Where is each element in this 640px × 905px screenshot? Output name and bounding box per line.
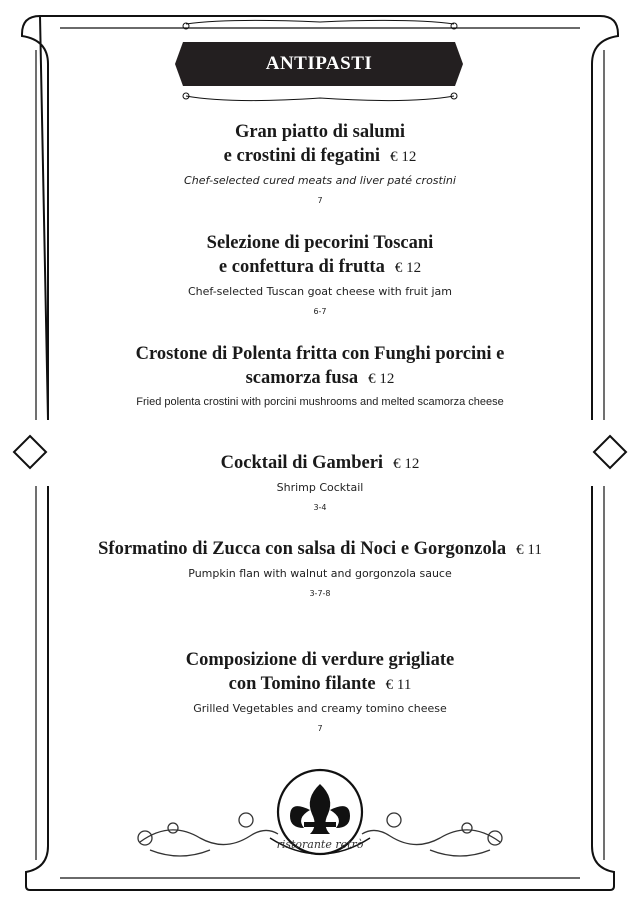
dish-price: € 11 — [516, 542, 542, 558]
dish-price: € 12 — [390, 149, 417, 165]
dish-name: e crostini di fegatini — [223, 146, 381, 166]
menu-item — [60, 342, 580, 408]
menu-item — [60, 120, 580, 205]
dish-description: Chef-selected Tuscan goat cheese with fruit jam — [188, 285, 452, 298]
dish-name: scamorza fusa — [245, 368, 359, 388]
allergen-codes: 3-7-8 — [309, 589, 331, 598]
dish-name: Crostone di Polenta fritta con Funghi porcini e — [135, 344, 505, 364]
dish-name: Selezione di pecorini Toscani — [206, 233, 434, 253]
dish-name: e confettura di frutta — [218, 257, 385, 277]
allergen-codes: 7 — [317, 724, 323, 733]
dish-description: Chef-selected cured meats and liver paté crostini — [184, 174, 456, 187]
menu-item — [60, 231, 580, 316]
menu-item — [60, 648, 580, 733]
restaurant-logo-text: ristorante retrò — [276, 838, 364, 851]
dish-name: Gran piatto di salumi — [234, 122, 406, 142]
allergen-codes: 3-4 — [313, 503, 327, 512]
right-diamond-ornament — [594, 436, 626, 468]
left-diamond-ornament — [14, 436, 46, 468]
dish-name: Sformatino di Zucca con salsa di Noci e Gorgonzola — [98, 539, 507, 559]
dish-price: € 12 — [394, 260, 422, 276]
dish-price: € 12 — [368, 371, 395, 387]
dish-description: Grilled Vegetables and creamy tomino cheese — [193, 702, 447, 715]
menu-item — [60, 451, 580, 512]
dish-price: € 11 — [385, 677, 412, 693]
menu-item — [60, 537, 580, 598]
dish-description: Fried polenta crostini with porcini mushrooms and melted scamorza cheese — [136, 396, 504, 408]
dish-name: Composizione di verdure grigliate — [185, 650, 455, 670]
allergen-codes: 6-7 — [313, 307, 327, 316]
dish-description: Shrimp Cocktail — [276, 481, 364, 494]
dish-description: Pumpkin flan with walnut and gorgonzola sauce — [188, 567, 452, 580]
dish-name: con Tomino filante — [228, 674, 376, 694]
dish-name: Cocktail di Gamberi — [220, 453, 384, 473]
allergen-codes: 7 — [317, 196, 323, 205]
dish-price: € 12 — [393, 456, 420, 472]
section-title: ANTIPASTI — [265, 53, 373, 74]
